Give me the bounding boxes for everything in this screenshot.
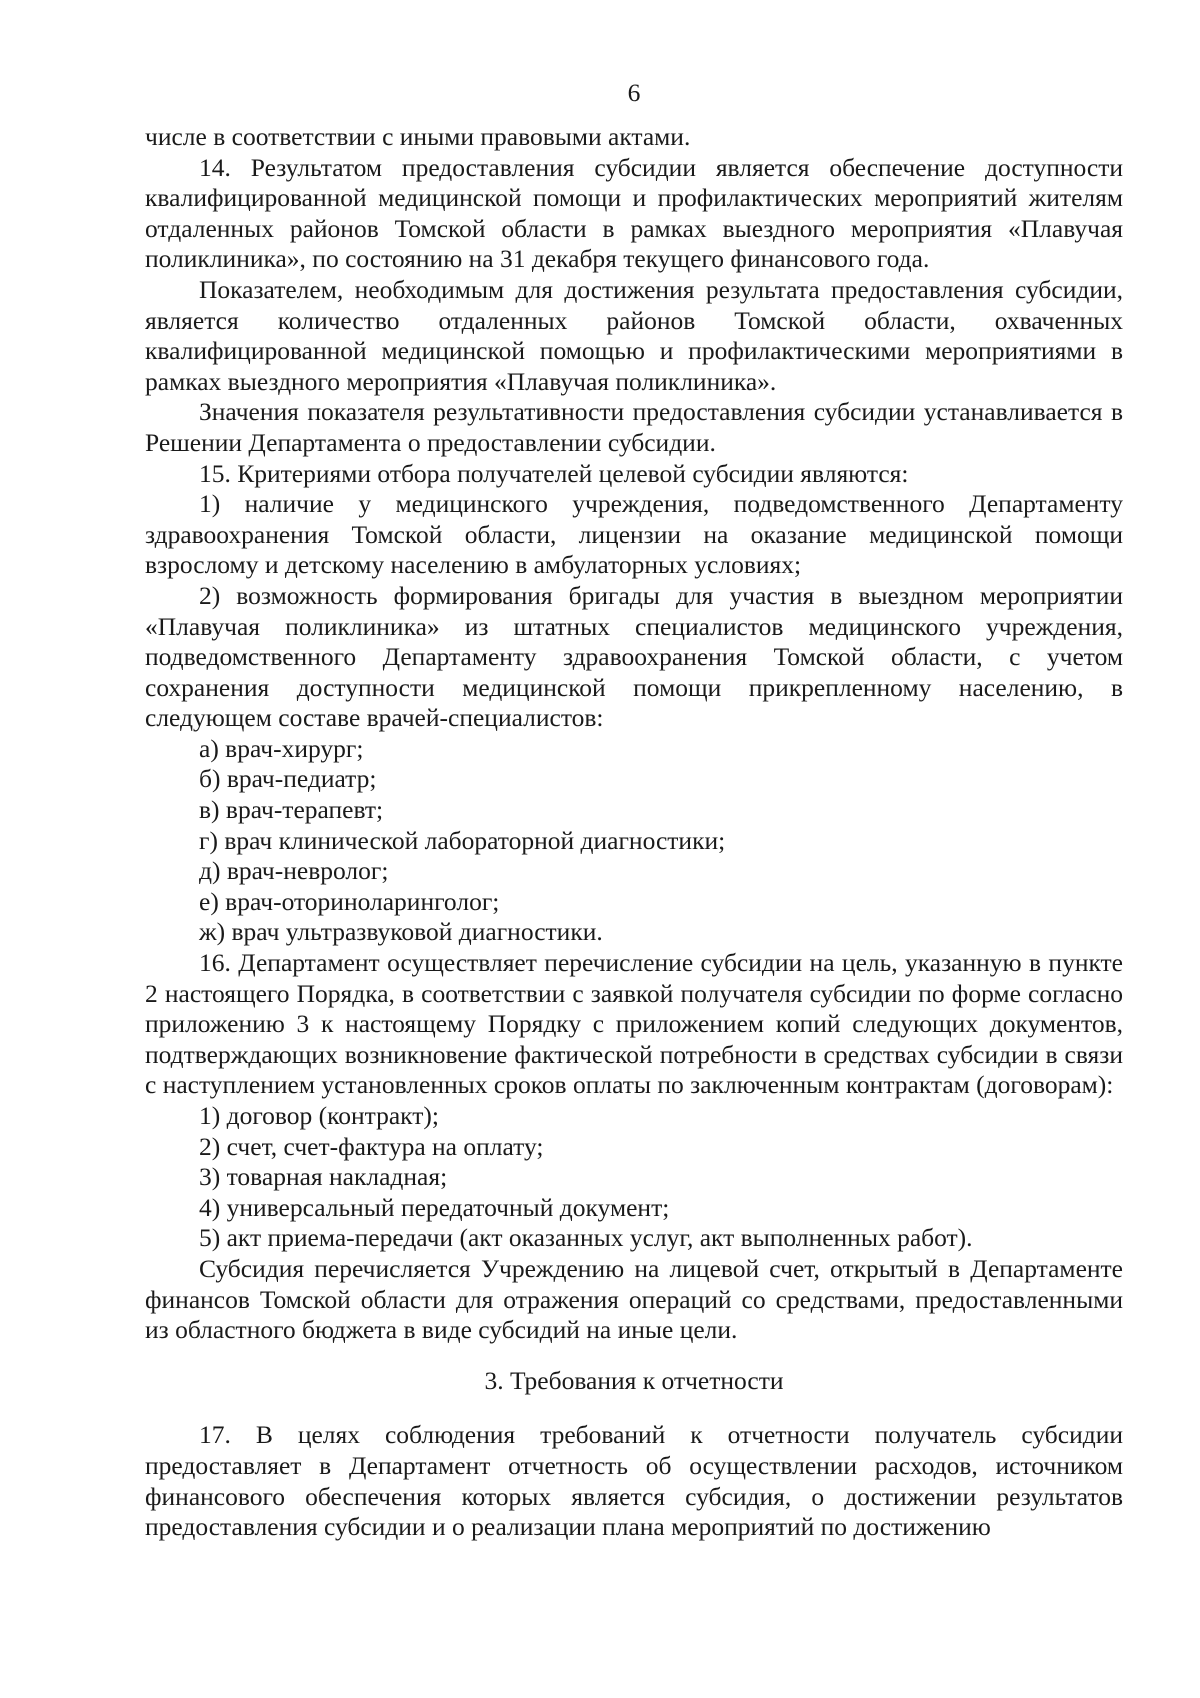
paragraph-17: 17. В целях соблюдения требований к отчетности получатель субсидии предоставляет в Департамент отчетность об осуществлении расходов, источником финансового обеспечения которых является субсидия, о достижении результатов предоставления субсидии и о реализации плана мероприятий по достижению	[145, 1420, 1123, 1542]
list-item: 3) товарная накладная;	[199, 1162, 448, 1192]
documents-list	[145, 1101, 1123, 1254]
paragraph-16: 16. Департамент осуществляет перечисление субсидии на цель, указанную в пункте 2 настоящего Порядка, в соответствии с заявкой получателя субсидии по форме согласно приложению 3 к настоящему Порядку с приложением копий следующих документов, подтверждающих возникновение фактической потребности в средствах субсидии в связи с наступлением установленных сроков оплаты по заключенным контрактам (договорам):	[145, 948, 1123, 1100]
specialists-list	[145, 734, 1123, 948]
section-title: 3. Требования к отчетности	[484, 1365, 784, 1395]
list-item: г) врач клинической лабораторной диагностики;	[199, 825, 726, 855]
list-item: 4) универсальный передаточный документ;	[199, 1192, 670, 1222]
list-item: а) врач-хирург;	[199, 733, 364, 763]
list-item: б) врач-педиатр;	[199, 764, 377, 794]
list-item: 2) счет, счет-фактура на оплату;	[199, 1131, 544, 1161]
list-item: 1) договор (контракт);	[199, 1101, 439, 1130]
list-item: в) врач-терапевт;	[199, 795, 384, 825]
paragraph-indicator-values: Значения показателя результативности предоставления субсидии устанавливается в Решении Департамента о предоставлении субсидии.	[145, 397, 1123, 457]
page-number: 6	[627, 78, 641, 107]
paragraph-transfer: Субсидия перечисляется Учреждению на лицевой счет, открытый в Департаменте финансов Томской области для отражения операций со средствами, предоставленными из областного бюджета в виде субсидий на иные цели.	[145, 1253, 1123, 1345]
criterion-2: 2) возможность формирования бригады для участия в выездном мероприятии «Плавучая поликлиника» из штатных специалистов медицинского учреждения, подведомственного Департаменту здравоохранения Томской области, с учетом сохранения доступности медицинской помощи прикрепленному населению, в следующем составе врачей-специалистов:	[145, 580, 1123, 733]
list-item: 5) акт приема-передачи (акт оказанных услуг, акт выполненных работ).	[199, 1223, 973, 1253]
paragraph-14: 14. Результатом предоставления субсидии является обеспечение доступности квалифицированной медицинской помощи и профилактических мероприятий жителям отдаленных районов Томской области в рамках выездного мероприятия «Плавучая поликлиника», по состоянию на 31 декабря текущего финансового года.	[145, 152, 1123, 274]
list-item: д) врач-невролог;	[199, 856, 389, 886]
paragraph-continuation: числе в соответствии с иными правовыми актами.	[145, 122, 691, 151]
paragraph-15: 15. Критериями отбора получателей целевой субсидии являются:	[199, 458, 909, 488]
paragraph-indicator: Показателем, необходимым для достижения результата предоставления субсидии, является количество отдаленных районов Томской области, охваченных квалифицированной медицинской помощью и профилактическими мероприятиями в рамках выездного мероприятия «Плавучая поликлиника».	[145, 274, 1123, 396]
document-page	[145, 78, 1123, 1543]
list-item: е) врач-оториноларинголог;	[199, 886, 500, 916]
list-item: ж) врач ультразвуковой диагностики.	[199, 917, 603, 947]
criterion-1: 1) наличие у медицинского учреждения, подведомственного Департаменту здравоохранения Томской области, лицензии на оказание медицинской помощи взрослому и детскому населению в амбулаторных условиях;	[145, 489, 1123, 580]
